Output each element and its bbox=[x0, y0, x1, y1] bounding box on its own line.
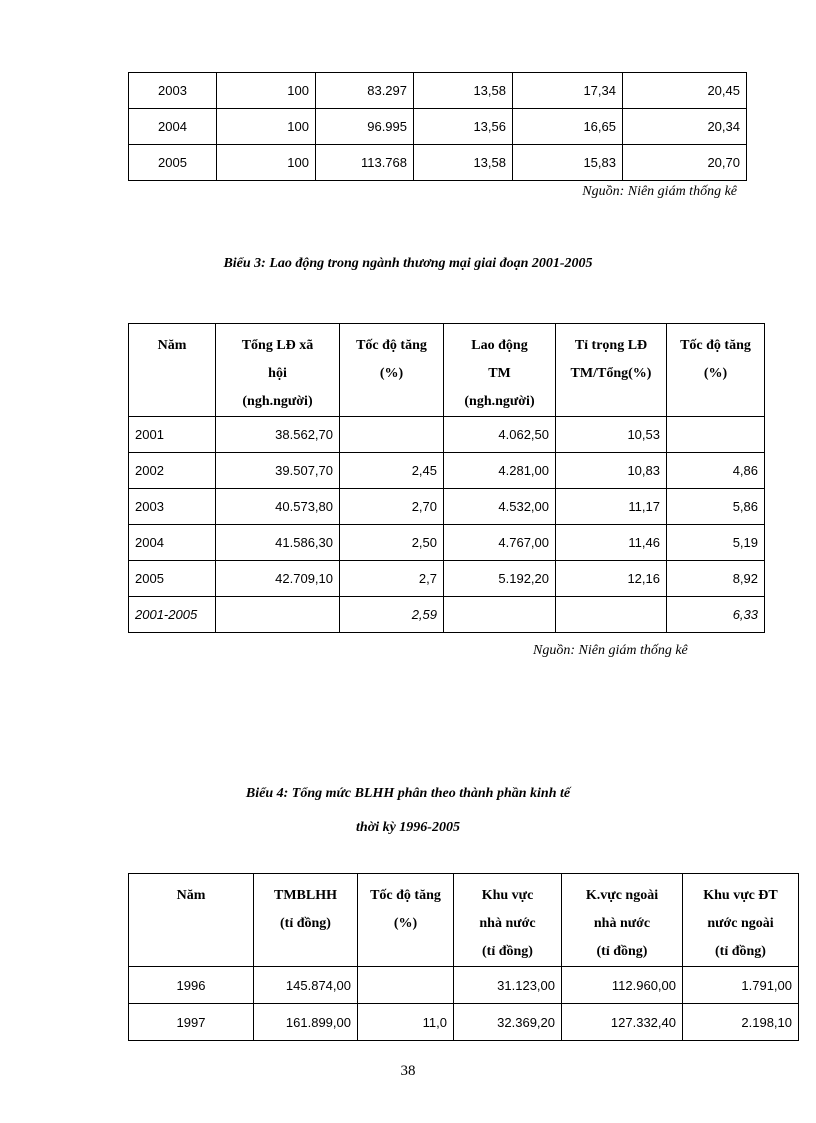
table-cell: 20,70 bbox=[623, 145, 747, 181]
table-cell: 15,83 bbox=[513, 145, 623, 181]
table-cell: 17,34 bbox=[513, 73, 623, 109]
table-cell: 5,19 bbox=[667, 525, 765, 561]
table-cell: 2,45 bbox=[340, 453, 444, 489]
table-cell: 4.281,00 bbox=[444, 453, 556, 489]
table-cell: 112.960,00 bbox=[562, 967, 683, 1004]
column-header: Khu vực nhà nước (tỉ đồng) bbox=[454, 874, 562, 967]
table-cell bbox=[358, 967, 454, 1004]
table-cell: 2004 bbox=[129, 525, 216, 561]
table-cell: 2,7 bbox=[340, 561, 444, 597]
table-cell bbox=[340, 417, 444, 453]
table-cell: 127.332,40 bbox=[562, 1004, 683, 1041]
table-row bbox=[129, 525, 765, 561]
table-cell: 2001-2005 bbox=[129, 597, 216, 633]
retail-sales-table bbox=[128, 873, 799, 1041]
table-cell: 20,45 bbox=[623, 73, 747, 109]
table-row bbox=[129, 967, 799, 1004]
table4-caption-line1: Biểu 4: Tổng mức BLHH phân theo thành phần kinh tế bbox=[245, 786, 571, 801]
table-cell: 38.562,70 bbox=[216, 417, 340, 453]
table-cell: 1.791,00 bbox=[683, 967, 799, 1004]
table-cell: 2,70 bbox=[340, 489, 444, 525]
table-cell: 2001 bbox=[129, 417, 216, 453]
table-row bbox=[129, 453, 765, 489]
table-cell: 2005 bbox=[129, 145, 217, 181]
table3-caption: Biểu 3: Lao động trong ngành thương mại giai đoạn 2001-2005 bbox=[223, 256, 593, 271]
table-row bbox=[129, 417, 765, 453]
table-cell: 11,46 bbox=[556, 525, 667, 561]
labor-table bbox=[128, 323, 765, 633]
table-cell: 16,65 bbox=[513, 109, 623, 145]
table-cell: 5,86 bbox=[667, 489, 765, 525]
column-header: Tổng LĐ xã hội (ngh.người) bbox=[216, 324, 340, 417]
table-cell: 42.709,10 bbox=[216, 561, 340, 597]
continued-table bbox=[128, 72, 747, 181]
table-cell: 10,53 bbox=[556, 417, 667, 453]
table-cell: 4,86 bbox=[667, 453, 765, 489]
table-cell: 4.062,50 bbox=[444, 417, 556, 453]
table-cell: 100 bbox=[217, 145, 316, 181]
column-header: Lao động TM (ngh.người) bbox=[444, 324, 556, 417]
table-cell: 11,17 bbox=[556, 489, 667, 525]
table-cell: 2003 bbox=[129, 73, 217, 109]
table-cell: 39.507,70 bbox=[216, 453, 340, 489]
table-cell: 96.995 bbox=[316, 109, 414, 145]
table-row bbox=[129, 489, 765, 525]
page-number: 38 bbox=[400, 1063, 416, 1079]
table-cell: 6,33 bbox=[667, 597, 765, 633]
table-cell: 11,0 bbox=[358, 1004, 454, 1041]
table-cell: 100 bbox=[217, 109, 316, 145]
table-row bbox=[129, 1004, 799, 1041]
table-cell: 40.573,80 bbox=[216, 489, 340, 525]
source-note: Nguồn: Niên giám thống kê bbox=[582, 184, 737, 199]
column-header: K.vực ngoài nhà nước (tỉ đồng) bbox=[562, 874, 683, 967]
table-cell bbox=[556, 597, 667, 633]
column-header: TMBLHH (tỉ đồng) bbox=[254, 874, 358, 967]
table-cell bbox=[216, 597, 340, 633]
table-cell: 2.198,10 bbox=[683, 1004, 799, 1041]
table-cell: 13,56 bbox=[414, 109, 513, 145]
table-cell bbox=[667, 417, 765, 453]
table-cell: 2004 bbox=[129, 109, 217, 145]
table-cell: 12,16 bbox=[556, 561, 667, 597]
table-cell: 145.874,00 bbox=[254, 967, 358, 1004]
table-row bbox=[129, 109, 747, 145]
table-cell: 41.586,30 bbox=[216, 525, 340, 561]
column-header: Năm bbox=[129, 874, 254, 967]
table-row bbox=[129, 597, 765, 633]
table-cell: 5.192,20 bbox=[444, 561, 556, 597]
table-cell: 32.369,20 bbox=[454, 1004, 562, 1041]
table4-caption-line2: thời kỳ 1996-2005 bbox=[356, 820, 460, 835]
column-header: Khu vực ĐT nước ngoài (tỉ đồng) bbox=[683, 874, 799, 967]
table-row bbox=[129, 561, 765, 597]
table-cell: 2003 bbox=[129, 489, 216, 525]
table-cell: 100 bbox=[217, 73, 316, 109]
table-cell: 4.767,00 bbox=[444, 525, 556, 561]
table-cell: 1996 bbox=[129, 967, 254, 1004]
column-header: Tỉ trọng LĐ TM/Tổng(%) bbox=[556, 324, 667, 417]
table-cell: 2002 bbox=[129, 453, 216, 489]
table-cell: 83.297 bbox=[316, 73, 414, 109]
table-row bbox=[129, 73, 747, 109]
table-cell: 13,58 bbox=[414, 145, 513, 181]
table-cell: 10,83 bbox=[556, 453, 667, 489]
table-cell: 8,92 bbox=[667, 561, 765, 597]
table-cell: 2,50 bbox=[340, 525, 444, 561]
table-cell: 4.532,00 bbox=[444, 489, 556, 525]
table-cell: 13,58 bbox=[414, 73, 513, 109]
column-header: Tốc độ tăng (%) bbox=[340, 324, 444, 417]
column-header: Tốc độ tăng (%) bbox=[667, 324, 765, 417]
table-cell: 1997 bbox=[129, 1004, 254, 1041]
table-cell: 161.899,00 bbox=[254, 1004, 358, 1041]
table-cell: 2005 bbox=[129, 561, 216, 597]
table-cell: 20,34 bbox=[623, 109, 747, 145]
table-row bbox=[129, 145, 747, 181]
table-cell bbox=[444, 597, 556, 633]
table-cell: 113.768 bbox=[316, 145, 414, 181]
column-header: Năm bbox=[129, 324, 216, 417]
source-note: Nguồn: Niên giám thống kê bbox=[533, 643, 688, 658]
column-header: Tốc độ tăng (%) bbox=[358, 874, 454, 967]
table-cell: 31.123,00 bbox=[454, 967, 562, 1004]
table-cell: 2,59 bbox=[340, 597, 444, 633]
